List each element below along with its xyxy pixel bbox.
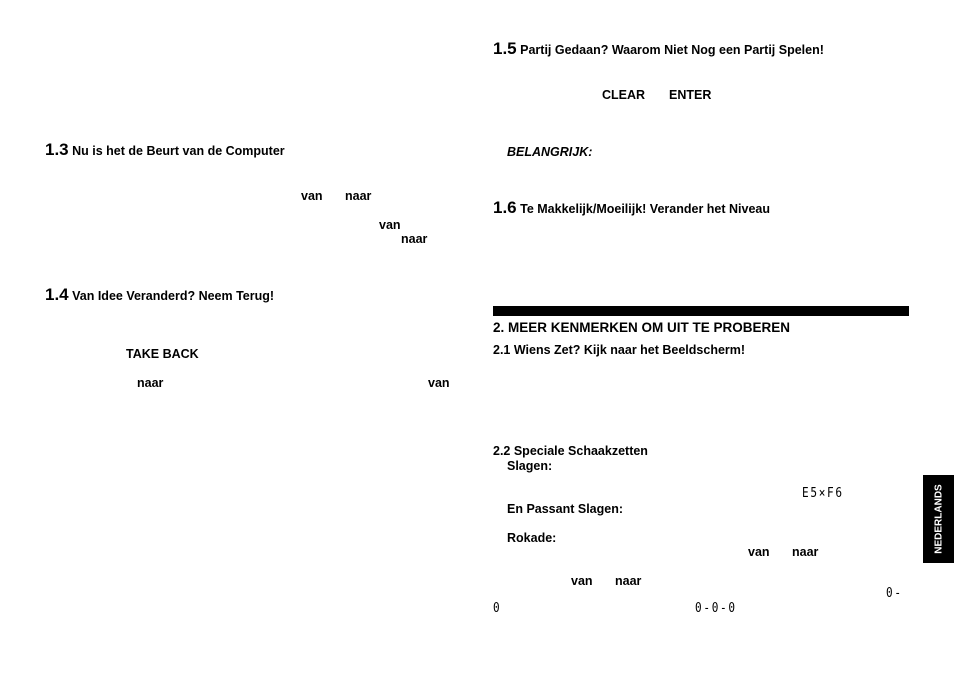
keyword-van: van	[748, 545, 770, 559]
section-divider-bar	[493, 306, 909, 316]
keyword-slagen: Slagen:	[507, 459, 553, 473]
lcd-capture-display: E5×F6	[802, 486, 844, 501]
keyword-en-passant: En Passant Slagen:	[507, 502, 624, 516]
keyword-rokade: Rokade:	[507, 531, 557, 545]
keyword-van: van	[571, 574, 593, 588]
keyword-naar: naar	[792, 545, 819, 559]
lcd-castle-long-display: 0-0-0	[695, 601, 737, 616]
section-title: Van Idee Veranderd? Neem Terug!	[72, 289, 275, 303]
section-1-5-heading	[493, 39, 824, 58]
keyword-naar: naar	[615, 574, 642, 588]
language-tab-label: NEDERLANDS	[933, 484, 944, 554]
section-title: Te Makkelijk/Moeilijk! Verander het Niveau	[520, 202, 770, 216]
lcd-castle-short-display-end: 0	[493, 601, 502, 616]
section-1-6-heading	[493, 198, 770, 217]
section-number: 1.6	[493, 198, 517, 217]
section-1-4-heading	[45, 285, 275, 304]
keyword-clear: CLEAR	[602, 88, 646, 102]
keyword-enter: ENTER	[669, 88, 712, 102]
section-1-3-heading	[45, 140, 285, 159]
keyword-van: van	[301, 189, 323, 203]
keyword-van: van	[428, 376, 450, 390]
section-title: Nu is het de Beurt van de Computer	[72, 144, 285, 158]
section-number: 1.4	[45, 285, 69, 304]
chapter-2-heading: 2. MEER KENMERKEN OM UIT TE PROBEREN	[493, 320, 791, 335]
subsection-2-2-heading: 2.2 Speciale Schaakzetten	[493, 444, 648, 458]
keyword-van: van	[379, 218, 401, 232]
keyword-naar: naar	[401, 232, 428, 246]
section-number: 1.3	[45, 140, 69, 159]
keyword-naar: naar	[137, 376, 164, 390]
section-title: Partij Gedaan? Waarom Niet Nog een Partij Spelen!	[520, 43, 824, 57]
keyword-belangrijk: BELANGRIJK:	[507, 145, 593, 159]
section-number: 1.5	[493, 39, 517, 58]
subsection-2-1-heading: 2.1 Wiens Zet? Kijk naar het Beeldscherm!	[493, 343, 746, 357]
lcd-castle-short-display: 0-	[886, 586, 903, 601]
language-side-tab	[923, 475, 954, 563]
keyword-naar: naar	[345, 189, 372, 203]
keyword-take-back: TAKE BACK	[126, 347, 199, 361]
